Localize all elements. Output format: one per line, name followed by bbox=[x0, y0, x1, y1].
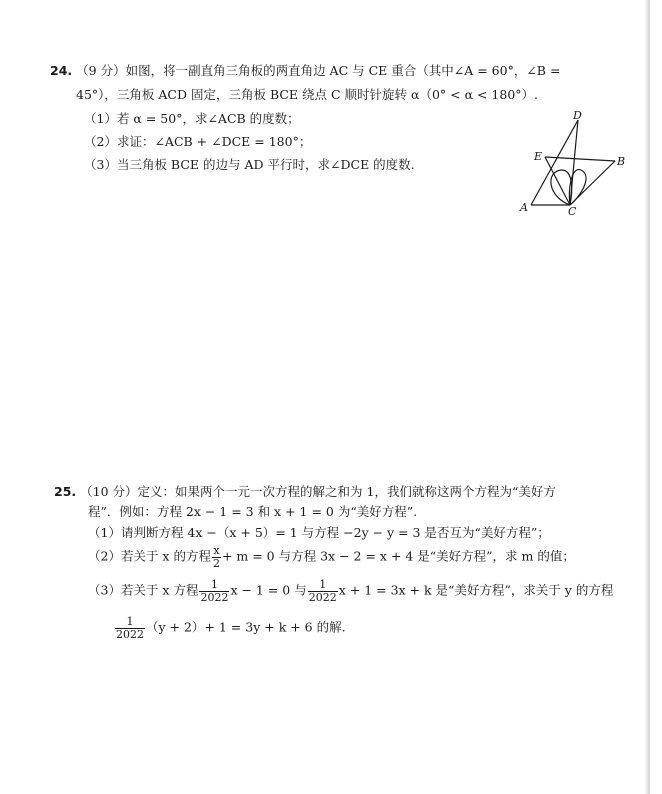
label-B: B bbox=[617, 155, 626, 168]
q25-item2-text-b: + m = 0 与方程 3x − 2 = x + 4 是“美好方程”，求 m 的值； bbox=[221, 548, 575, 564]
q24-item2: （2）求证：∠ACB + ∠DCE = 180°； bbox=[84, 134, 312, 149]
fraction-numerator: 1 bbox=[210, 578, 218, 591]
triangle-figure bbox=[515, 110, 635, 220]
q25-item3 bbox=[88, 579, 613, 603]
fraction-1-over-2022-c bbox=[115, 616, 145, 640]
q25-item3-text-b: x − 1 = 0 与 bbox=[230, 582, 307, 598]
q25-item2 bbox=[88, 545, 575, 569]
fraction-x-over-2 bbox=[212, 545, 221, 569]
fraction-numerator: x bbox=[213, 544, 220, 557]
q25-item2-text-a: （2）若关于 x 的方程 bbox=[88, 548, 211, 564]
q25-item3-text-d: （y + 2）+ 1 = 3y + k + 6 的解. bbox=[146, 619, 346, 635]
q24-item1: （1）若 α = 50°，求∠ACB 的度数； bbox=[84, 111, 300, 126]
q25-item3-text-a: （3）若关于 x 方程 bbox=[88, 582, 199, 598]
label-C: C bbox=[568, 205, 577, 218]
q25-stem-line1: （10 分）定义：如果两个一元一次方程的解之和为 1，我们就称这两个方程为“美好方 bbox=[80, 484, 556, 499]
q24-line1 bbox=[50, 62, 560, 80]
label-A: A bbox=[520, 201, 528, 214]
fraction-numerator: 1 bbox=[126, 615, 134, 628]
q24-item3: （3）当三角板 BCE 的边与 AD 平行时，求∠DCE 的度数. bbox=[84, 157, 415, 172]
fraction-denominator: 2022 bbox=[116, 627, 144, 641]
q25-item3-cont bbox=[114, 616, 346, 640]
fraction-denominator: 2022 bbox=[308, 590, 337, 604]
label-E: E bbox=[534, 150, 543, 163]
q24-stem-line2: 45°），三角板 ACD 固定，三角板 BCE 绕点 C 顺时针旋转 α（0° < α < 180°）. bbox=[76, 87, 539, 102]
fraction-denominator: 2 bbox=[212, 556, 220, 570]
q24-number: 24. bbox=[50, 63, 73, 78]
q24-stem-line1: （9 分）如图，将一副直角三角板的两直角边 AC 与 CE 重合（其中∠A = 60°，∠B = bbox=[76, 63, 561, 78]
fraction-1-over-2022-a bbox=[199, 579, 229, 603]
q25-line1 bbox=[54, 483, 556, 501]
q25-item3-text-c: x + 1 = 3x + k 是“美好方程”，求关于 y 的方程 bbox=[338, 582, 614, 598]
fraction-denominator: 2022 bbox=[200, 590, 229, 604]
segment-EC bbox=[545, 157, 570, 205]
page-edge bbox=[644, 0, 650, 794]
label-D: D bbox=[573, 110, 582, 122]
fraction-numerator: 1 bbox=[319, 578, 327, 591]
q25-number: 25. bbox=[54, 484, 77, 499]
q25-item1: （1）请判断方程 4x −（x + 5）= 1 与方程 −2y − y = 3 是否互为“美好方程”； bbox=[88, 525, 550, 540]
q25-stem-line2: 程”．例如：方程 2x − 1 = 3 和 x + 1 = 0 为“美好方程”. bbox=[88, 504, 418, 519]
fraction-1-over-2022-b bbox=[308, 579, 338, 603]
